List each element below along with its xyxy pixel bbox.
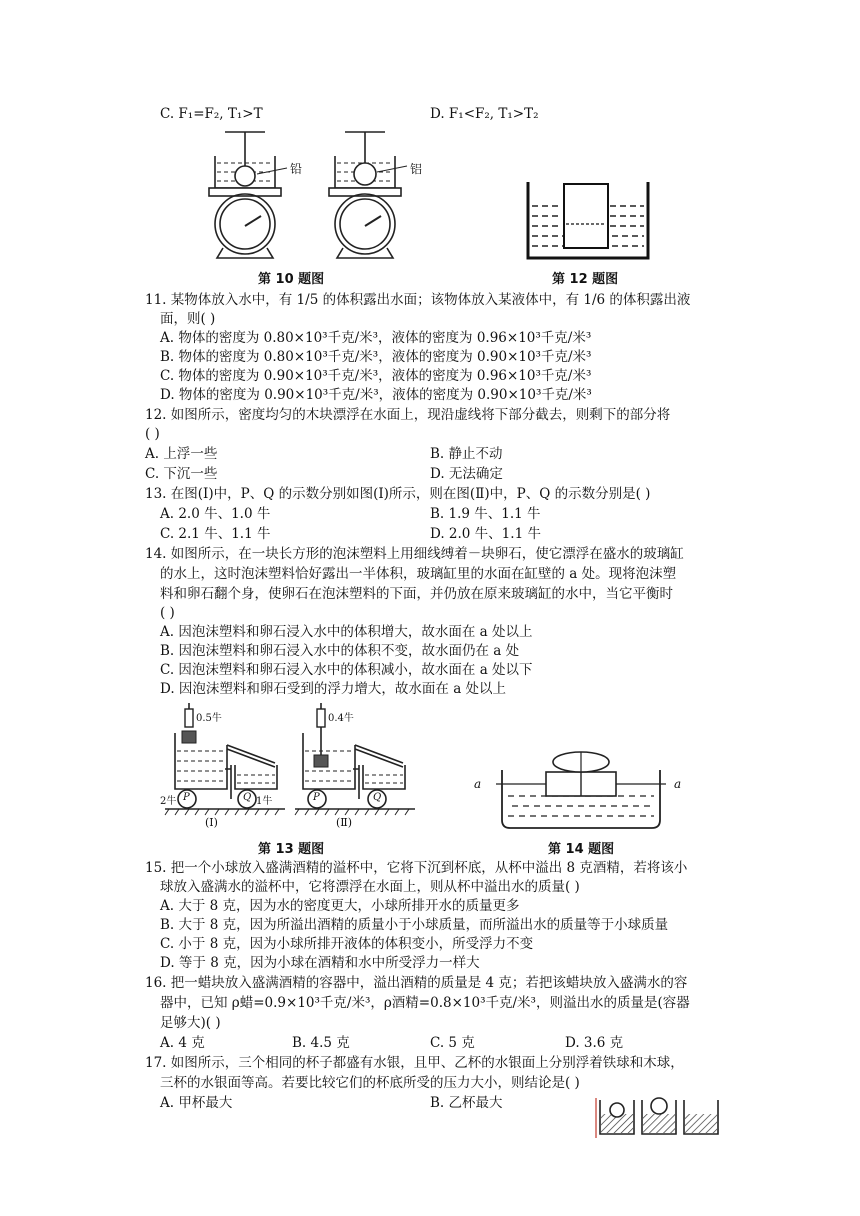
q11-option-a: A. 物体的密度为 0.80×10³千克/米³，液体的密度为 0.96×10³千克/米³: [160, 330, 592, 346]
q11-stem-cont: 面，则( ): [160, 311, 216, 327]
q17-stem-cont: 三杯的水银面等高。若要比较它们的杯底所受的压力大小，则结论是( ): [160, 1075, 580, 1091]
q16-option-c: C. 5 克: [430, 1035, 475, 1051]
fig14-caption: 第 14 题图: [548, 842, 615, 857]
q10-option-c: C. F₁=F₂, T₁>T: [160, 106, 263, 122]
q14-option-a: A. 因泡沫塑料和卵石浸入水中的体积增大，故水面在 a 处以上: [160, 624, 533, 640]
q12-option-a: A. 上浮一些: [145, 446, 218, 462]
q16-option-a: A. 4 克: [160, 1035, 205, 1051]
q12-option-d: D. 无法确定: [430, 466, 503, 482]
q17-option-b: B. 乙杯最大: [430, 1095, 503, 1111]
q11-option-c: C. 物体的密度为 0.90×10³千克/米³，液体的密度为 0.96×10³千克/米³: [160, 368, 592, 384]
figure-14: [496, 742, 666, 832]
figure-10: [205, 130, 445, 266]
q13-stem: 13. 在图(Ⅰ)中，P、Q 的示数分别如图(Ⅰ)所示，则在图(Ⅱ)中，P、Q 的示数分别是( ): [145, 486, 651, 502]
q15-option-a: A. 大于 8 克，因为水的密度更大，小球所排开水的质量更多: [160, 898, 520, 914]
q13-option-d: D. 2.0 牛、1.1 牛: [430, 526, 541, 542]
fig13-q-reading: 1牛: [256, 796, 273, 807]
q17-option-a: A. 甲杯最大: [160, 1095, 233, 1111]
q13-option-b: B. 1.9 牛、1.1 牛: [430, 506, 541, 522]
fig13-scale-reading-2: 0.4牛: [328, 713, 354, 724]
q14-stem-cont3: ( ): [160, 605, 175, 621]
q11-option-b: B. 物体的密度为 0.80×10³千克/米³，液体的密度为 0.90×10³千克/米³: [160, 349, 592, 365]
q15-option-b: B. 大于 8 克，因为所溢出酒精的质量小于小球质量，而所溢出水的质量等于小球质量: [160, 917, 669, 933]
q15-option-d: D. 等于 8 克，因为小球在酒精和水中所受浮力一样大: [160, 955, 480, 971]
q14-option-b: B. 因泡沫塑料和卵石浸入水中的体积不变，故水面仍在 a 处: [160, 643, 520, 659]
fig13-p-reading: 2牛: [160, 796, 177, 807]
fig13-sub-label-2: (Ⅱ): [336, 816, 353, 829]
fig10-label-aluminum: 铝: [410, 162, 423, 176]
q12-option-c: C. 下沉一些: [145, 466, 218, 482]
fig13-label-q2: Q: [373, 792, 382, 803]
figure-17: [596, 1094, 724, 1138]
q13-option-a: A. 2.0 牛、1.0 牛: [160, 506, 271, 522]
q16-stem-cont1: 器中，已知 ρ蜡=0.9×10³千克/米³，ρ酒精=0.8×10³千克/米³，则溢出水的质量是(容器: [160, 995, 690, 1011]
q16-option-d: D. 3.6 克: [565, 1035, 624, 1051]
fig12-caption: 第 12 题图: [552, 272, 619, 287]
q14-option-c: C. 因泡沫塑料和卵石浸入水中的体积减小，故水面在 a 处以下: [160, 662, 533, 678]
q12-stem-cont: ( ): [145, 426, 160, 442]
q13-option-c: C. 2.1 牛、1.1 牛: [160, 526, 271, 542]
fig13-label-p2: P: [313, 792, 320, 803]
fig13-sub-label-1: (Ⅰ): [205, 816, 218, 829]
q15-stem-cont: 球放入盛满水的溢杯中，它将漂浮在水面上，则从杯中溢出水的质量( ): [160, 879, 580, 895]
fig10-caption: 第 10 题图: [258, 272, 325, 287]
q15-option-c: C. 小于 8 克，因为小球所排开液体的体积变小，所受浮力不变: [160, 936, 534, 952]
q16-stem-cont2: 足够大)( ): [160, 1015, 221, 1031]
q15-stem: 15. 把一个小球放入盛满酒精的溢杯中，它将下沉到杯底，从杯中溢出 8 克酒精，若将该小: [145, 860, 688, 876]
fig14-mark-a-left: a: [474, 777, 482, 791]
q12-stem: 12. 如图所示，密度均匀的木块漂浮在水面上，现沿虚线将下部分截去，则剩下的部分将: [145, 407, 671, 423]
fig13-caption: 第 13 题图: [258, 842, 325, 857]
fig14-mark-a-right: a: [674, 777, 682, 791]
q16-option-b: B. 4.5 克: [292, 1035, 350, 1051]
figure-12: [526, 180, 650, 262]
fig13-label-p1: P: [183, 792, 190, 803]
q16-stem: 16. 把一蜡块放入盛满酒精的容器中，溢出酒精的质量是 4 克；若把该蜡块放入盛满水的容: [145, 975, 688, 991]
q11-stem: 11. 某物体放入水中，有 1/5 的体积露出水面；该物体放入某液体中，有 1/6 的体积露出液: [145, 292, 691, 308]
q14-stem-cont1: 的水上，这时泡沫塑料恰好露出一半体积，玻璃缸里的水面在缸壁的 a 处。现将泡沫塑: [160, 566, 677, 582]
q14-stem: 14. 如图所示，在一块长方形的泡沫塑料上用细线缚着－块卵石，使它漂浮在盛水的玻璃缸: [145, 546, 684, 562]
fig13-scale-reading-1: 0.5牛: [196, 713, 222, 724]
q14-stem-cont2: 料和卵石翻个身，使卵石在泡沫塑料的下面，并仍放在原来玻璃缸的水中，当它平衡时: [160, 586, 673, 602]
q14-option-d: D. 因泡沫塑料和卵石受到的浮力增大，故水面在 a 处以上: [160, 681, 507, 697]
q12-option-b: B. 静止不动: [430, 446, 503, 462]
fig13-label-q1: Q: [243, 792, 252, 803]
q11-option-d: D. 物体的密度为 0.90×10³千克/米³，液体的密度为 0.90×10³千克/米³: [160, 387, 592, 403]
q10-option-d: D. F₁<F₂, T₁>T₂: [430, 106, 539, 122]
fig10-label-lead: 铅: [290, 162, 303, 176]
q17-stem: 17. 如图所示，三个相同的杯子都盛有水银，且甲、乙杯的水银面上分别浮着铁球和木球，: [145, 1055, 684, 1071]
